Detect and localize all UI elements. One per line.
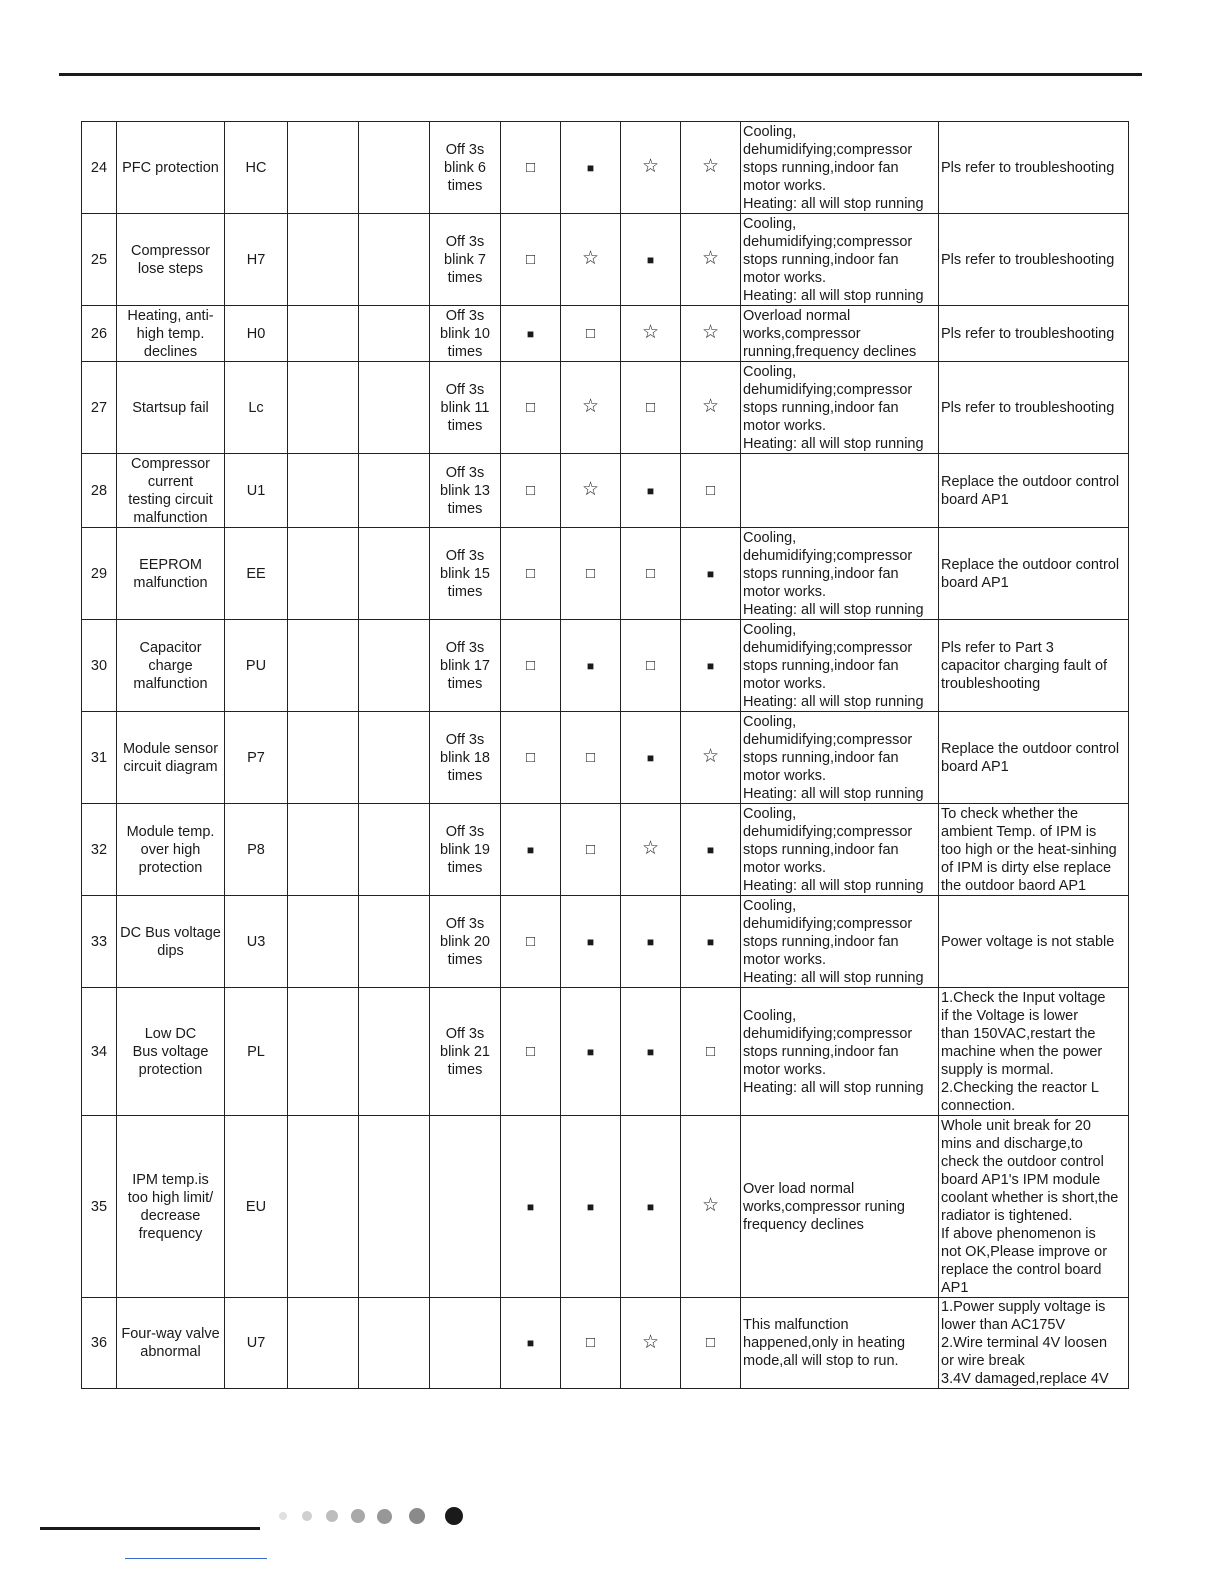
filled-square-icon: ■ [706, 658, 715, 673]
solution: Replace the outdoor control board AP1 [939, 712, 1129, 804]
error-code: P8 [225, 804, 288, 896]
empty-square-icon: □ [585, 1334, 596, 1351]
blank-cell [288, 620, 359, 712]
led-state-2 [561, 122, 621, 214]
led-state-4 [681, 454, 741, 528]
led-display [430, 1298, 501, 1389]
footer-rule [40, 1527, 260, 1530]
empty-square-icon: □ [525, 1042, 536, 1060]
empty-square-icon: □ [705, 1334, 716, 1351]
table-row [82, 528, 1129, 620]
star-icon: ☆ [701, 396, 720, 417]
blank-cell [359, 528, 430, 620]
led-state-4 [681, 1116, 741, 1298]
blank-cell [288, 804, 359, 896]
blank-cell [359, 896, 430, 988]
empty-square-icon: □ [525, 748, 536, 766]
page-dot [409, 1508, 425, 1524]
led-state-2 [561, 454, 621, 528]
blank-cell [359, 988, 430, 1116]
led-state-2 [561, 712, 621, 804]
malfunction-name: Startsup fail [117, 362, 225, 454]
led-state-2 [561, 306, 621, 362]
blank-cell [288, 362, 359, 454]
error-code: U3 [225, 896, 288, 988]
table-row [82, 454, 1129, 528]
led-state-2 [561, 988, 621, 1116]
empty-square-icon: □ [585, 564, 596, 582]
led-state-4 [681, 988, 741, 1116]
led-state-2 [561, 214, 621, 306]
malfunction-name: IPM temp.is too high limit/ decrease frequency [117, 1116, 225, 1298]
unit-status: Overload normal works,compressor running,frequency declines [741, 306, 939, 362]
star-icon: ☆ [701, 248, 720, 269]
led-state-1 [501, 1116, 561, 1298]
filled-square-icon: ■ [526, 842, 535, 857]
led-display: Off 3s blink 11 times [430, 362, 501, 454]
solution: Replace the outdoor control board AP1 [939, 454, 1129, 528]
led-state-4 [681, 896, 741, 988]
filled-square-icon: ■ [646, 1199, 655, 1214]
table-row [82, 362, 1129, 454]
table-row [82, 988, 1129, 1116]
row-number: 34 [82, 988, 117, 1116]
blank-cell [359, 712, 430, 804]
led-state-4 [681, 804, 741, 896]
led-display: Off 3s blink 18 times [430, 712, 501, 804]
blank-cell [359, 362, 430, 454]
filled-square-icon: ■ [646, 750, 655, 765]
malfunction-name: Heating, anti- high temp. declines [117, 306, 225, 362]
led-state-2 [561, 620, 621, 712]
solution: Power voltage is not stable [939, 896, 1129, 988]
solution: Pls refer to troubleshooting [939, 214, 1129, 306]
star-icon: ☆ [701, 746, 720, 767]
led-state-4 [681, 122, 741, 214]
page-dot [445, 1507, 463, 1525]
led-state-3 [621, 306, 681, 362]
led-state-2 [561, 1116, 621, 1298]
blank-cell [359, 804, 430, 896]
blank-cell [359, 1116, 430, 1298]
malfunction-name: DC Bus voltage dips [117, 896, 225, 988]
error-code: Lc [225, 362, 288, 454]
unit-status: Over load normal works,compressor runing frequency declines [741, 1116, 939, 1298]
row-number: 32 [82, 804, 117, 896]
led-state-4 [681, 528, 741, 620]
star-icon: ☆ [581, 248, 600, 269]
unit-status: Cooling, dehumidifying;compressor stops running,indoor fan motor works. Heating: all will stop running [741, 528, 939, 620]
blank-cell [359, 122, 430, 214]
filled-square-icon: ■ [646, 934, 655, 949]
led-state-3 [621, 214, 681, 306]
blank-cell [288, 712, 359, 804]
led-display [430, 1116, 501, 1298]
error-code: EE [225, 528, 288, 620]
empty-square-icon: □ [525, 481, 536, 499]
unit-status: Cooling, dehumidifying;compressor stops running,indoor fan motor works. Heating: all will stop running [741, 988, 939, 1116]
led-display: Off 3s blink 21 times [430, 988, 501, 1116]
table-row [82, 306, 1129, 362]
led-state-2 [561, 896, 621, 988]
empty-square-icon: □ [585, 840, 596, 858]
row-number: 36 [82, 1298, 117, 1389]
error-code: U1 [225, 454, 288, 528]
table-row [82, 1298, 1129, 1389]
table-row [82, 1116, 1129, 1298]
blank-cell [359, 454, 430, 528]
led-state-2 [561, 362, 621, 454]
led-state-2 [561, 804, 621, 896]
led-display: Off 3s blink 20 times [430, 896, 501, 988]
solution: Pls refer to Part 3 capacitor charging fault of troubleshooting [939, 620, 1129, 712]
filled-square-icon: ■ [526, 1199, 535, 1214]
malfunction-name: Four-way valve abnormal [117, 1298, 225, 1389]
filled-square-icon: ■ [586, 1199, 595, 1214]
row-number: 29 [82, 528, 117, 620]
unit-status: Cooling, dehumidifying;compressor stops running,indoor fan motor works. Heating: all will stop running [741, 896, 939, 988]
page-dot [279, 1512, 287, 1520]
empty-square-icon: □ [645, 564, 656, 582]
unit-status: This malfunction happened,only in heating mode,all will stop to run. [741, 1298, 939, 1389]
led-state-4 [681, 362, 741, 454]
error-code: HC [225, 122, 288, 214]
filled-square-icon: ■ [586, 658, 595, 673]
empty-square-icon: □ [525, 564, 536, 582]
led-state-1 [501, 712, 561, 804]
led-state-4 [681, 214, 741, 306]
malfunction-table [81, 121, 1129, 1389]
filled-square-icon: ■ [646, 252, 655, 267]
led-state-1 [501, 306, 561, 362]
led-state-1 [501, 1298, 561, 1389]
blank-cell [359, 1298, 430, 1389]
malfunction-name: Capacitor charge malfunction [117, 620, 225, 712]
solution: 1.Power supply voltage is lower than AC175V 2.Wire terminal 4V loosen or wire break 3.4V damaged,replace 4V [939, 1298, 1129, 1389]
led-state-2 [561, 528, 621, 620]
row-number: 31 [82, 712, 117, 804]
star-icon: ☆ [641, 322, 660, 343]
row-number: 27 [82, 362, 117, 454]
led-display: Off 3s blink 6 times [430, 122, 501, 214]
page-dot [351, 1509, 365, 1523]
led-state-3 [621, 1116, 681, 1298]
table-row [82, 896, 1129, 988]
unit-status: Cooling, dehumidifying;compressor stops running,indoor fan motor works. Heating: all will stop running [741, 804, 939, 896]
header-rule [59, 73, 1142, 76]
row-number: 26 [82, 306, 117, 362]
empty-square-icon: □ [645, 398, 656, 416]
star-icon: ☆ [581, 396, 600, 417]
empty-square-icon: □ [525, 398, 536, 416]
unit-status [741, 454, 939, 528]
star-icon: ☆ [701, 156, 720, 177]
malfunction-name: Compressor lose steps [117, 214, 225, 306]
malfunction-name: Compressor current testing circuit malfunction [117, 454, 225, 528]
unit-status: Cooling, dehumidifying;compressor stops running,indoor fan motor works. Heating: all will stop running [741, 362, 939, 454]
blank-cell [288, 454, 359, 528]
row-number: 35 [82, 1116, 117, 1298]
led-state-1 [501, 362, 561, 454]
led-state-1 [501, 988, 561, 1116]
led-state-1 [501, 804, 561, 896]
blank-cell [359, 620, 430, 712]
led-state-3 [621, 620, 681, 712]
star-icon: ☆ [641, 1331, 660, 1353]
led-state-3 [621, 896, 681, 988]
table-row [82, 122, 1129, 214]
led-state-3 [621, 712, 681, 804]
led-state-1 [501, 454, 561, 528]
led-state-4 [681, 306, 741, 362]
malfunction-name: PFC protection [117, 122, 225, 214]
filled-square-icon: ■ [586, 160, 595, 175]
solution: To check whether the ambient Temp. of IPM is too high or the heat-sinhing of IPM is dirty else replace the outdoor baord AP1 [939, 804, 1129, 896]
error-code: PL [225, 988, 288, 1116]
malfunction-name: Low DC Bus voltage protection [117, 988, 225, 1116]
error-code: H0 [225, 306, 288, 362]
empty-square-icon: □ [585, 748, 596, 766]
footer-link-underline [125, 1558, 267, 1559]
led-state-3 [621, 804, 681, 896]
empty-square-icon: □ [645, 656, 656, 674]
blank-cell [288, 306, 359, 362]
led-state-1 [501, 528, 561, 620]
led-state-3 [621, 454, 681, 528]
blank-cell [359, 214, 430, 306]
led-state-4 [681, 712, 741, 804]
solution: Pls refer to troubleshooting [939, 306, 1129, 362]
malfunction-name: Module temp. over high protection [117, 804, 225, 896]
error-code: U7 [225, 1298, 288, 1389]
blank-cell [288, 1298, 359, 1389]
led-display: Off 3s blink 10 times [430, 306, 501, 362]
led-display: Off 3s blink 19 times [430, 804, 501, 896]
solution: Whole unit break for 20 mins and discharge,to check the outdoor control board AP1's IPM module coolant whether is short,the radiator is tightened. If above phenomenon is not OK,Please improve or replace the control board AP1 [939, 1116, 1129, 1298]
led-state-1 [501, 214, 561, 306]
error-code: P7 [225, 712, 288, 804]
unit-status: Cooling, dehumidifying;compressor stops running,indoor fan motor works. Heating: all will stop running [741, 620, 939, 712]
empty-square-icon: □ [585, 324, 596, 342]
row-number: 25 [82, 214, 117, 306]
led-display: Off 3s blink 7 times [430, 214, 501, 306]
page-dot [377, 1509, 392, 1524]
star-icon: ☆ [641, 838, 660, 859]
empty-square-icon: □ [525, 656, 536, 674]
page-dot [326, 1510, 338, 1522]
led-state-3 [621, 122, 681, 214]
star-icon: ☆ [581, 479, 600, 500]
led-state-3 [621, 362, 681, 454]
empty-square-icon: □ [525, 250, 536, 268]
led-state-3 [621, 528, 681, 620]
filled-square-icon: ■ [646, 1044, 655, 1059]
led-state-4 [681, 1298, 741, 1389]
solution: Pls refer to troubleshooting [939, 362, 1129, 454]
led-state-1 [501, 896, 561, 988]
solution: Replace the outdoor control board AP1 [939, 528, 1129, 620]
led-display: Off 3s blink 13 times [430, 454, 501, 528]
empty-square-icon: □ [705, 481, 716, 499]
led-state-2 [561, 1298, 621, 1389]
star-icon: ☆ [701, 1195, 720, 1216]
row-number: 28 [82, 454, 117, 528]
unit-status: Cooling, dehumidifying;compressor stops running,indoor fan motor works. Heating: all will stop running [741, 712, 939, 804]
table-row [82, 804, 1129, 896]
filled-square-icon: ■ [526, 1336, 535, 1350]
led-state-1 [501, 122, 561, 214]
filled-square-icon: ■ [526, 326, 535, 341]
led-display: Off 3s blink 15 times [430, 528, 501, 620]
filled-square-icon: ■ [586, 934, 595, 949]
solution: 1.Check the Input voltage if the Voltage is lower than 150VAC,restart the machine when the power supply is mormal. 2.Checking the reactor L connection. [939, 988, 1129, 1116]
led-state-4 [681, 620, 741, 712]
led-state-1 [501, 620, 561, 712]
table-row [82, 712, 1129, 804]
led-state-3 [621, 988, 681, 1116]
empty-square-icon: □ [525, 932, 536, 950]
unit-status: Cooling, dehumidifying;compressor stops running,indoor fan motor works. Heating: all will stop running [741, 122, 939, 214]
blank-cell [288, 988, 359, 1116]
blank-cell [288, 896, 359, 988]
malfunction-name: Module sensor circuit diagram [117, 712, 225, 804]
blank-cell [288, 528, 359, 620]
led-display: Off 3s blink 17 times [430, 620, 501, 712]
blank-cell [288, 122, 359, 214]
filled-square-icon: ■ [646, 483, 655, 498]
blank-cell [359, 306, 430, 362]
error-code: PU [225, 620, 288, 712]
blank-cell [288, 1116, 359, 1298]
filled-square-icon: ■ [586, 1044, 595, 1059]
table-row [82, 214, 1129, 306]
empty-square-icon: □ [705, 1042, 716, 1060]
page-dot [302, 1511, 312, 1521]
row-number: 33 [82, 896, 117, 988]
star-icon: ☆ [701, 322, 720, 343]
malfunction-name: EEPROM malfunction [117, 528, 225, 620]
error-code: EU [225, 1116, 288, 1298]
unit-status: Cooling, dehumidifying;compressor stops running,indoor fan motor works. Heating: all will stop running [741, 214, 939, 306]
blank-cell [288, 214, 359, 306]
row-number: 24 [82, 122, 117, 214]
filled-square-icon: ■ [706, 566, 715, 581]
solution: Pls refer to troubleshooting [939, 122, 1129, 214]
star-icon: ☆ [641, 156, 660, 177]
filled-square-icon: ■ [706, 934, 715, 949]
filled-square-icon: ■ [706, 842, 715, 857]
row-number: 30 [82, 620, 117, 712]
table-row [82, 620, 1129, 712]
empty-square-icon: □ [525, 158, 536, 176]
led-state-3 [621, 1298, 681, 1389]
error-code: H7 [225, 214, 288, 306]
